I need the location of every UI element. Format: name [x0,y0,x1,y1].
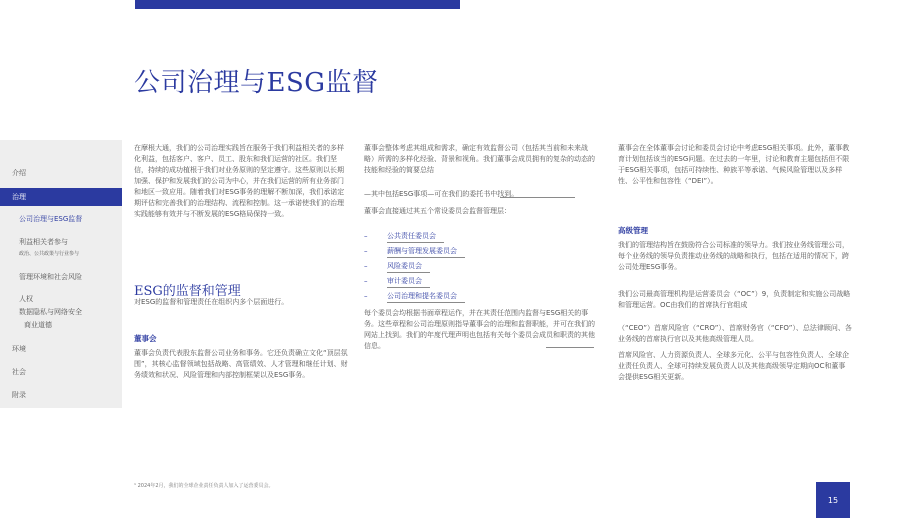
sidebar-item-governance[interactable]: 治理 [0,188,122,206]
senior-management-text: 我们的管理结构旨在鼓励符合公司标准的领导力。我们按业务线管理公司，每个业务线的领导负责推动业务线的战略和执行，包括在适用的情况下，跨公司处理ESG事务。 [618,241,849,271]
column-2-para2: —其中包括ESG事项—可在我们的委托书中找到。 [364,190,519,198]
sidebar-item-appendix[interactable]: 附录 [12,391,26,399]
committee-item-risk[interactable]: – 风险委员会 [364,261,465,276]
page-title: 公司治理与ESG监督 [134,68,379,98]
column-3-para1: 董事会在全体董事会讨论和委员会讨论中考虑ESG相关事项。此外，董事教育计划包括该当的ESG问题。在过去的一年里，讨论和教育主题包括但不限于ESG相关事项，包括可持续性、种族平等承诺、气候风险管理以及多样性、公平性和包容性（“DEI”）。 [618,144,850,185]
committee-item-compensation[interactable]: – 薪酬与管理发展委员会 [364,246,465,261]
top-accent-bar [135,0,460,9]
sidebar-item-intro[interactable]: 介绍 [12,169,26,177]
committee-item-public-responsibility[interactable]: – 公共责任委员会 [364,231,465,246]
proxy-link-underline [500,197,575,198]
committee-list [364,231,465,306]
column-3-para4: （“CEO”）首席风险官（“CRO”）、首席财务官（“CFO”）、总法律顾问、各业务线的首席执行官以及其他高级管理人员。 [618,324,852,343]
sidebar-item-public-policy[interactable]: 政治、公共政策与行业参与 [19,251,80,257]
column-2-para4: 每个委员会均根据书面章程运作，并在其责任范围内监督与ESG相关的事务。这些章程和公司治理原则指导董事会的治理和监督职能，并可在我们的网站上找到。我们的年度代理声明也包括有关每个委员会成员和职责的其他信息。 [364,309,595,350]
committee-link[interactable]: 审计委员会 [387,276,430,288]
committee-link[interactable]: 公司治理和提名委员会 [387,291,465,303]
sidebar-item-corporate-governance-esg[interactable]: 公司治理与ESG监督 [19,215,83,223]
sidebar-item-data-privacy[interactable]: 数据隐私与网络安全 [19,308,82,316]
sidebar-item-human-rights[interactable]: 人权 [19,295,33,303]
footnote: ¹ 2024年2月，我们的全球企业责任负责人加入了运营委员会。 [134,483,274,489]
page-number: 15 [816,482,850,518]
committee-link[interactable]: 薪酬与管理发展委员会 [387,246,465,258]
esg-oversight-text: 对ESG的监督和管理责任在组织内多个层面进行。 [134,298,289,306]
committee-item-governance-nominating[interactable]: – 公司治理和提名委员会 [364,291,465,306]
sidebar-item-environment[interactable]: 环境 [12,345,26,353]
column-1-intro [134,143,350,220]
committee-item-audit[interactable]: – 审计委员会 [364,276,465,291]
senior-management-heading: 高级管理 [618,226,648,235]
sidebar-item-stakeholder-engagement[interactable]: 利益相关者参与 [19,238,68,246]
sidebar-item-social[interactable]: 社会 [12,368,26,376]
committee-link[interactable]: 风险委员会 [387,261,430,273]
sidebar-nav [0,140,122,408]
column-3-para5: 首席风险官、人力资源负责人、全球多元化、公平与包容性负责人、全球企业责任负责人、全球可持续发展负责人以及其他高级领导定期向OC和董事会提供ESG相关更新。 [618,351,849,381]
sidebar-item-environmental-social-risk[interactable]: 管理环境和社会风险 [19,273,82,281]
intro-paragraph: 在摩根大通，我们的公司治理实践旨在服务于我们利益相关者的多样化利益，包括客户、客户、员工、股东和我们运营的社区。我们坚信，持续的成功植根于我们对业务原则的坚定遵守。这些原则以长期加强、保护和发展我们的公司为中心，并在我们运营的所有业务部门和地区一致应用。随着我们对ESG事务的理解不断加深，我们承诺定期评估和完善我们的治理结构、流程和控制。这一承诺使我们的治理实践能够有效并与不断发展的ESG格局保持一致。 [134,144,345,218]
esg-oversight-heading: ESG的监督和管理 [134,284,241,299]
committee-link[interactable]: 公共责任委员会 [387,231,444,243]
sidebar-item-business-ethics[interactable]: 商业道德 [24,321,52,329]
column-3-para3: 我们公司最高管理机构是运营委员会（“OC”）9，负责制定和实施公司战略和管理运营。OC由我们的首席执行官组成 [618,290,851,309]
column-2-para1: 董事会整体考虑其组成和需求，确定有效监督公司（包括其当前和未来战略）所需的多样化经验、背景和视角。我们董事会成员拥有的复杂的动态的技能和经验的简要总结 [364,144,595,174]
board-text: 董事会负责代表股东监督公司业务和事务。它还负责确立文化“顶层氛围”，其核心监督领域包括战略、高管绩效、人才管理和继任计划、财务绩效和状况、风险管理和内部控制框架以及ESG事务。 [134,349,348,379]
board-heading: 董事会 [134,334,157,343]
website-link-underline [546,347,594,348]
column-2-para3: 董事会直接通过其五个常设委员会监督管理层： [364,207,511,215]
